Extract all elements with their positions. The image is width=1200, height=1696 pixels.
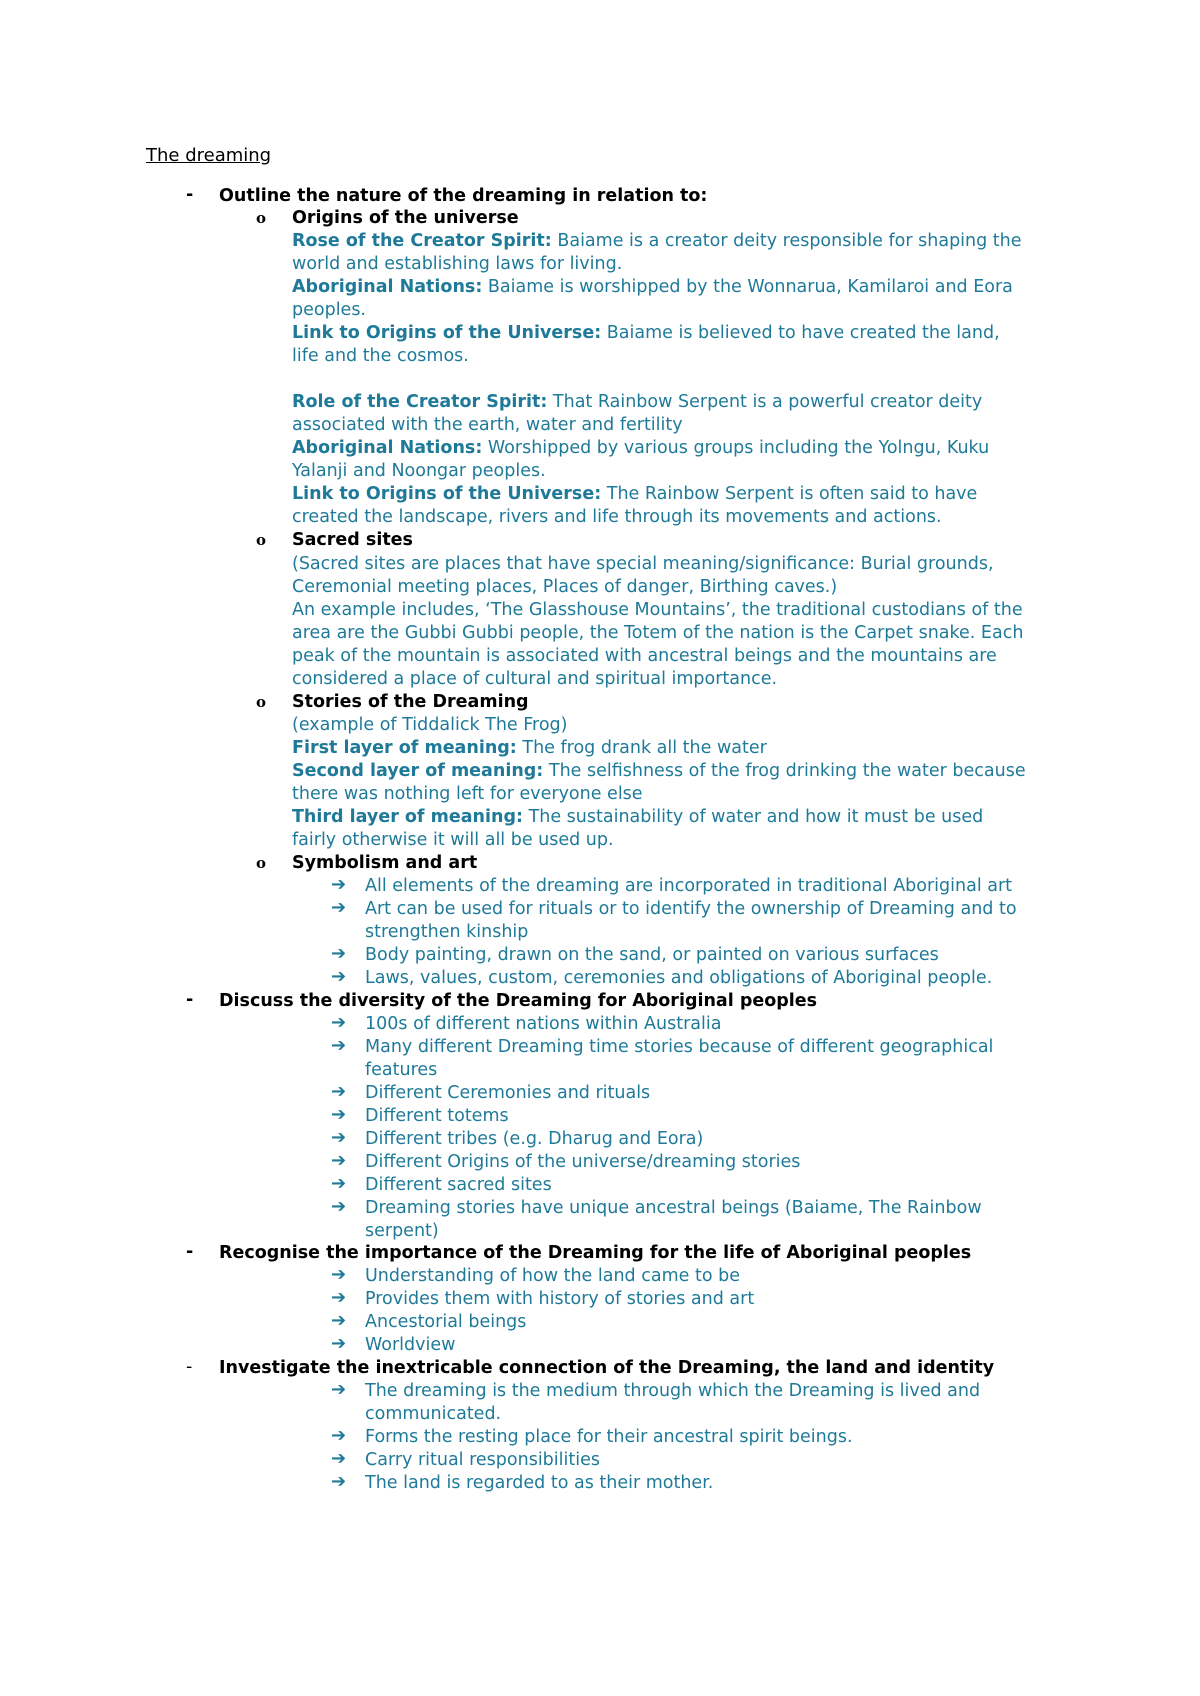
subheading-stories: Stories of the Dreaming (292, 692, 529, 712)
origins-line: Rose of the Creator Spirit: Baiame is a creator deity responsible for shaping the (292, 231, 1022, 251)
connection-item: communicated. (365, 1404, 502, 1424)
sacred-line: Ceremonial meeting places, Places of danger, Birthing caves.) (292, 577, 838, 597)
origins-line: Link to Origins of the Universe: Baiame is believed to have created the land, (292, 323, 1000, 343)
section-heading-connection: Investigate the inextricable connection of the Dreaming, the land and identity (219, 1358, 995, 1378)
connection-item: Carry ritual responsibilities (365, 1450, 600, 1470)
importance-item: Understanding of how the land came to be (365, 1266, 740, 1286)
section-heading-diversity: Discuss the diversity of the Dreaming for Aboriginal peoples (219, 991, 818, 1011)
symbolism-item: Laws, values, custom, ceremonies and obligations of Aboriginal people. (365, 968, 993, 988)
subheading-symbolism: Symbolism and art (292, 853, 478, 873)
origins-line: world and establishing laws for living. (292, 254, 623, 274)
arrow-icon: ➔ (331, 1264, 347, 1285)
diversity-item: serpent) (365, 1221, 439, 1241)
arrow-icon: ➔ (331, 1012, 347, 1033)
origins-line: created the landscape, rivers and life through its movements and actions. (292, 507, 942, 527)
bullet-marker: o (256, 209, 267, 227)
stories-line: (example of Tiddalick The Frog) (292, 715, 568, 735)
subheading-sacred-sites: Sacred sites (292, 530, 413, 550)
document-title: The dreaming (146, 145, 272, 166)
stories-line: fairly otherwise it will all be used up. (292, 830, 614, 850)
importance-item: Provides them with history of stories and art (365, 1289, 755, 1309)
origins-line: Role of the Creator Spirit: That Rainbow Serpent is a powerful creator deity (292, 392, 983, 412)
section-heading-importance: Recognise the importance of the Dreaming for the life of Aboriginal peoples (219, 1243, 972, 1263)
diversity-item: Different totems (365, 1106, 509, 1126)
bullet-marker: o (256, 693, 267, 711)
dash-marker: - (186, 185, 194, 205)
symbolism-item: Body painting, drawn on the sand, or painted on various surfaces (365, 945, 939, 965)
connection-item: Forms the resting place for their ancestral spirit beings. (365, 1427, 853, 1447)
origins-line: Yalanji and Noongar peoples. (292, 461, 546, 481)
diversity-item: Different sacred sites (365, 1175, 552, 1195)
importance-item: Worldview (365, 1335, 456, 1355)
arrow-icon: ➔ (331, 1127, 347, 1148)
symbolism-item: All elements of the dreaming are incorporated in traditional Aboriginal art (365, 876, 1013, 896)
sacred-line: (Sacred sites are places that have special meaning/significance: Burial grounds, (292, 554, 994, 574)
arrow-icon: ➔ (331, 1035, 347, 1056)
dash-marker: - (186, 1242, 194, 1262)
arrow-icon: ➔ (331, 943, 347, 964)
arrow-icon: ➔ (331, 1333, 347, 1354)
connection-item: The dreaming is the medium through which the Dreaming is lived and (365, 1381, 981, 1401)
subheading-origins: Origins of the universe (292, 208, 519, 228)
arrow-icon: ➔ (331, 1471, 347, 1492)
bullet-marker: o (256, 854, 267, 872)
arrow-icon: ➔ (331, 1104, 347, 1125)
arrow-icon: ➔ (331, 1081, 347, 1102)
diversity-item: 100s of different nations within Australia (365, 1014, 722, 1034)
origins-line: associated with the earth, water and fertility (292, 415, 683, 435)
stories-line: there was nothing left for everyone else (292, 784, 643, 804)
stories-line: First layer of meaning: The frog drank all the water (292, 738, 767, 758)
arrow-icon: ➔ (331, 966, 347, 987)
sacred-line: peak of the mountain is associated with ancestral beings and the mountains are (292, 646, 997, 666)
arrow-icon: ➔ (331, 1287, 347, 1308)
diversity-item: features (365, 1060, 438, 1080)
arrow-icon: ➔ (331, 874, 347, 895)
origins-line: life and the cosmos. (292, 346, 469, 366)
origins-line: Aboriginal Nations: Worshipped by various groups including the Yolngu, Kuku (292, 438, 990, 458)
arrow-icon: ➔ (331, 1150, 347, 1171)
diversity-item: Different Origins of the universe/dreaming stories (365, 1152, 801, 1172)
connection-item: The land is regarded to as their mother. (365, 1473, 714, 1493)
arrow-icon: ➔ (331, 1173, 347, 1194)
bullet-marker: o (256, 531, 267, 549)
dash-marker: - (186, 990, 194, 1010)
arrow-icon: ➔ (331, 1310, 347, 1331)
diversity-item: Many different Dreaming time stories because of different geographical (365, 1037, 994, 1057)
arrow-icon: ➔ (331, 1379, 347, 1400)
sacred-line: An example includes, ‘The Glasshouse Mountains’, the traditional custodians of the (292, 600, 1023, 620)
arrow-icon: ➔ (331, 1425, 347, 1446)
arrow-icon: ➔ (331, 897, 347, 918)
importance-item: Ancestorial beings (365, 1312, 527, 1332)
origins-line: Aboriginal Nations: Baiame is worshipped by the Wonnarua, Kamilaroi and Eora (292, 277, 1013, 297)
origins-line: peoples. (292, 300, 366, 320)
symbolism-item: Art can be used for rituals or to identify the ownership of Dreaming and to (365, 899, 1017, 919)
sacred-line: considered a place of cultural and spiritual importance. (292, 669, 778, 689)
dash-marker: - (186, 1357, 193, 1377)
diversity-item: Dreaming stories have unique ancestral beings (Baiame, The Rainbow (365, 1198, 982, 1218)
sacred-line: area are the Gubbi Gubbi people, the Totem of the nation is the Carpet snake. Each (292, 623, 1024, 643)
arrow-icon: ➔ (331, 1196, 347, 1217)
symbolism-item: strengthen kinship (365, 922, 529, 942)
section-heading-outline: Outline the nature of the dreaming in relation to: (219, 186, 708, 206)
arrow-icon: ➔ (331, 1448, 347, 1469)
diversity-item: Different Ceremonies and rituals (365, 1083, 651, 1103)
origins-line: Link to Origins of the Universe: The Rainbow Serpent is often said to have (292, 484, 978, 504)
stories-line: Second layer of meaning: The selfishness of the frog drinking the water because (292, 761, 1026, 781)
stories-line: Third layer of meaning: The sustainability of water and how it must be used (292, 807, 984, 827)
diversity-item: Different tribes (e.g. Dharug and Eora) (365, 1129, 704, 1149)
